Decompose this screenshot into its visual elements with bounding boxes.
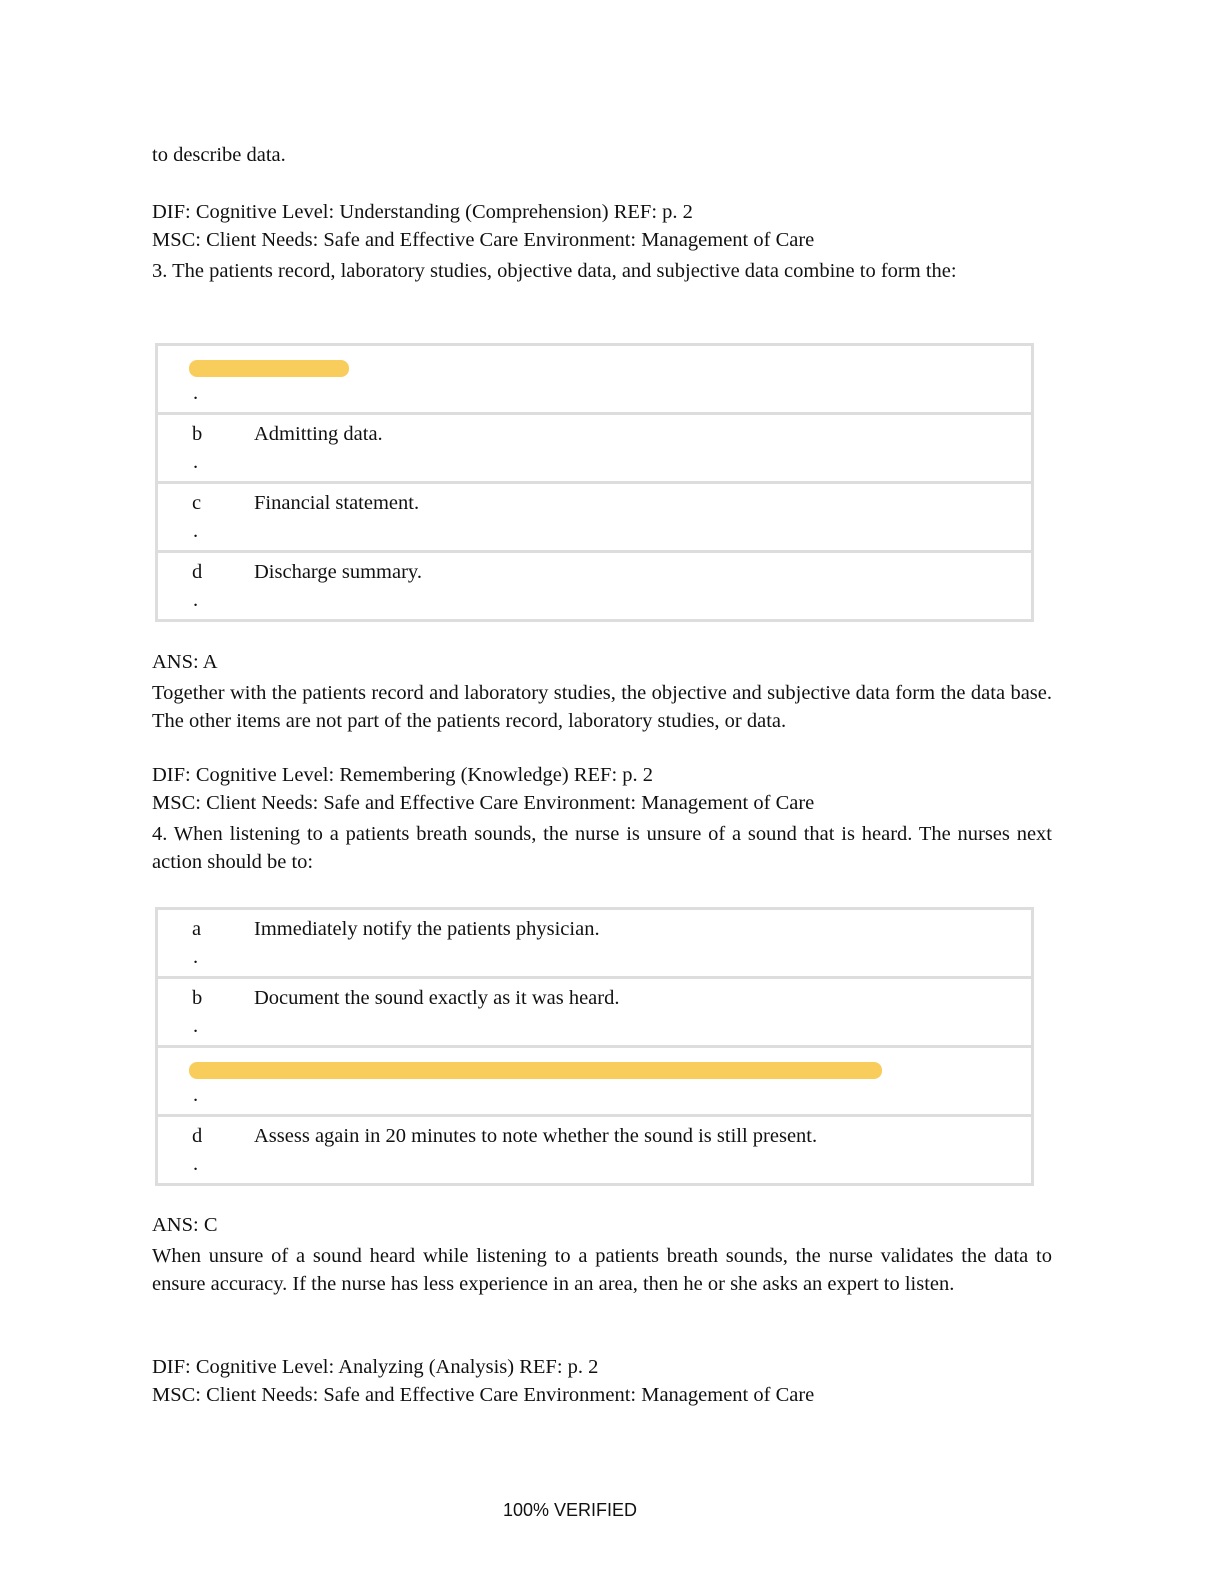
q2-msc: MSC: Client Needs: Safe and Effective Care Environment: Management of Care	[152, 229, 815, 251]
q4-stem: 4. When listening to a patients breath sounds, the nurse is unsure of a sound that is heard. The nurses next action should be to:	[152, 823, 1052, 873]
q3-rationale: Together with the patients record and laboratory studies, the objective and subjective data form the data base. The other items are not part of the patients record, laboratory studies, or data.	[152, 682, 1052, 732]
q4-option-a[interactable]: a . Immediately notify the patients physician.	[157, 909, 1033, 978]
q3-option-b[interactable]: b . Admitting data.	[157, 414, 1033, 483]
q4-msc: MSC: Client Needs: Safe and Effective Care Environment: Management of Care	[152, 1384, 815, 1406]
footer-verified: 100% VERIFIED	[502, 1500, 638, 1520]
q4-answer: ANS: C	[152, 1214, 218, 1236]
q4-rationale: When unsure of a sound heard while listening to a patients breath sounds, the nurse validates the data to ensure accuracy. If the nurse has less experience in an area, then he or she asks an expert to listen.	[152, 1245, 1052, 1295]
intro-text: to describe data.	[152, 144, 286, 166]
q3-option-a[interactable]: .	[157, 345, 1033, 414]
q2-dif: DIF: Cognitive Level: Understanding (Comprehension) REF: p. 2	[152, 201, 693, 223]
q3-answer: ANS: A	[152, 651, 218, 673]
q3-option-c[interactable]: c . Financial statement.	[157, 483, 1033, 552]
q4-option-b[interactable]: b . Document the sound exactly as it was heard.	[157, 978, 1033, 1047]
q4-options-table	[155, 907, 1034, 1186]
q4-option-d[interactable]: d . Assess again in 20 minutes to note whether the sound is still present.	[157, 1116, 1033, 1185]
q4-dif: DIF: Cognitive Level: Analyzing (Analysis) REF: p. 2	[152, 1356, 599, 1378]
q3-dif: DIF: Cognitive Level: Remembering (Knowledge) REF: p. 2	[152, 764, 654, 786]
q3-msc: MSC: Client Needs: Safe and Effective Care Environment: Management of Care	[152, 792, 815, 814]
q4-option-c[interactable]: .	[157, 1047, 1033, 1116]
q3-option-d[interactable]: d . Discharge summary.	[157, 552, 1033, 621]
q3-options-table	[155, 343, 1034, 622]
q3-stem: 3. The patients record, laboratory studies, objective data, and subjective data combine to form the:	[152, 260, 957, 282]
